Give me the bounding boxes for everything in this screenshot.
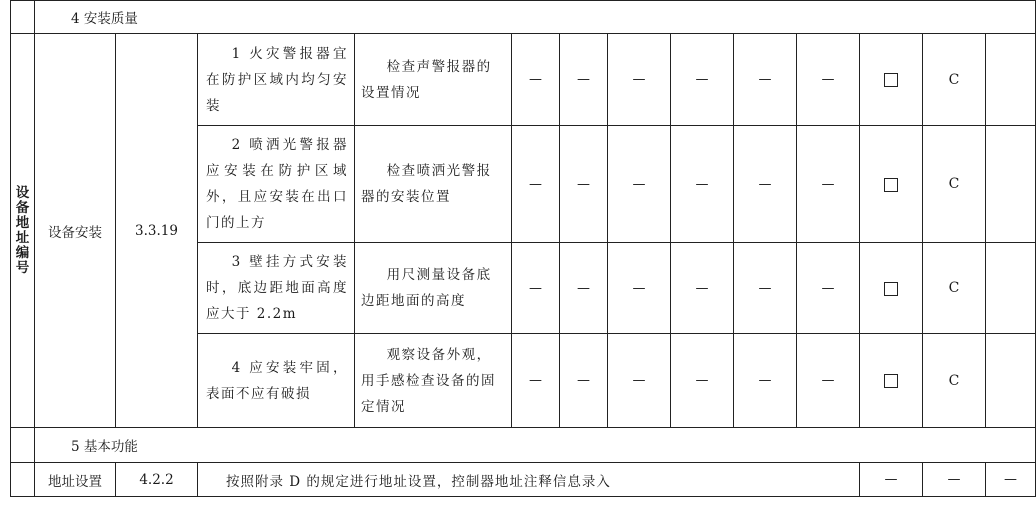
checkbox-icon[interactable]	[884, 178, 898, 192]
check-method-text: 观察设备外观，用手感检查设备的固定情况	[355, 334, 512, 428]
result-cell: —	[512, 243, 560, 334]
requirement-text: 1 火灾警报器宜在防护区域内均匀安装	[198, 34, 355, 126]
result-cell: —	[608, 126, 671, 243]
checkbox-cell[interactable]	[860, 243, 923, 334]
result-cell: —	[512, 126, 560, 243]
section-4-title: 4 安装质量	[35, 1, 1036, 34]
requirement-text: 4 应安装牢固，表面不应有破损	[198, 334, 355, 428]
check-method-text: 用尺测量设备底边距地面的高度	[355, 243, 512, 334]
result-cell: —	[986, 463, 1036, 497]
result-cell: —	[860, 463, 923, 497]
result-cell: —	[608, 243, 671, 334]
address-clause-number: 4.2.2	[116, 463, 198, 497]
result-cell: —	[671, 243, 734, 334]
blank-cell	[986, 243, 1036, 334]
result-cell: —	[512, 334, 560, 428]
checkbox-cell[interactable]	[860, 334, 923, 428]
result-cell: —	[608, 34, 671, 126]
check-method-text: 检查声警报器的设置情况	[355, 34, 512, 126]
requirement-text: 3 壁挂方式安装时，底边距地面高度应大于 2.2m	[198, 243, 355, 334]
address-row	[11, 463, 1036, 497]
blank-cell	[986, 334, 1036, 428]
section-4-row	[11, 1, 1036, 34]
checkbox-icon[interactable]	[884, 374, 898, 388]
grade-cell: C	[923, 34, 986, 126]
result-cell: —	[734, 334, 797, 428]
section-5-row	[11, 428, 1036, 463]
checkbox-cell[interactable]	[860, 34, 923, 126]
section-5-left-cell	[11, 428, 35, 463]
result-cell: —	[797, 34, 860, 126]
blank-cell	[986, 34, 1036, 126]
result-cell: —	[560, 126, 608, 243]
checkbox-icon[interactable]	[884, 73, 898, 87]
result-cell: —	[560, 334, 608, 428]
checkbox-cell[interactable]	[860, 126, 923, 243]
result-cell: —	[923, 463, 986, 497]
item-address-setting: 地址设置	[35, 463, 116, 497]
result-cell: —	[734, 126, 797, 243]
check-method-text: 检查喷洒光警报器的安装位置	[355, 126, 512, 243]
address-left-cell	[11, 463, 35, 497]
address-content-text: 按照附录 D 的规定进行地址设置，控制器地址注释信息录入	[198, 463, 860, 497]
result-cell: —	[560, 34, 608, 126]
device-address-number-label: 设 备 地 址 编 号	[11, 34, 35, 428]
requirement-text: 2 喷洒光警报器应安装在防护区域外，且应安装在出口门的上方	[198, 126, 355, 243]
clause-number: 3.3.19	[116, 34, 198, 428]
section-4-left-cell	[11, 1, 35, 34]
blank-cell	[986, 126, 1036, 243]
grade-cell: C	[923, 334, 986, 428]
result-cell: —	[734, 34, 797, 126]
table-row	[11, 34, 1036, 126]
result-cell: —	[671, 126, 734, 243]
inspection-table	[10, 0, 1036, 497]
inspection-table-container	[10, 0, 1018, 512]
result-cell: —	[797, 126, 860, 243]
result-cell: —	[671, 34, 734, 126]
section-5-title: 5 基本功能	[35, 428, 1036, 463]
item-device-install: 设备安装	[35, 34, 116, 428]
grade-cell: C	[923, 126, 986, 243]
result-cell: —	[734, 243, 797, 334]
result-cell: —	[797, 243, 860, 334]
result-cell: —	[671, 334, 734, 428]
grade-cell: C	[923, 243, 986, 334]
result-cell: —	[608, 334, 671, 428]
result-cell: —	[560, 243, 608, 334]
checkbox-icon[interactable]	[884, 282, 898, 296]
result-cell: —	[512, 34, 560, 126]
result-cell: —	[797, 334, 860, 428]
